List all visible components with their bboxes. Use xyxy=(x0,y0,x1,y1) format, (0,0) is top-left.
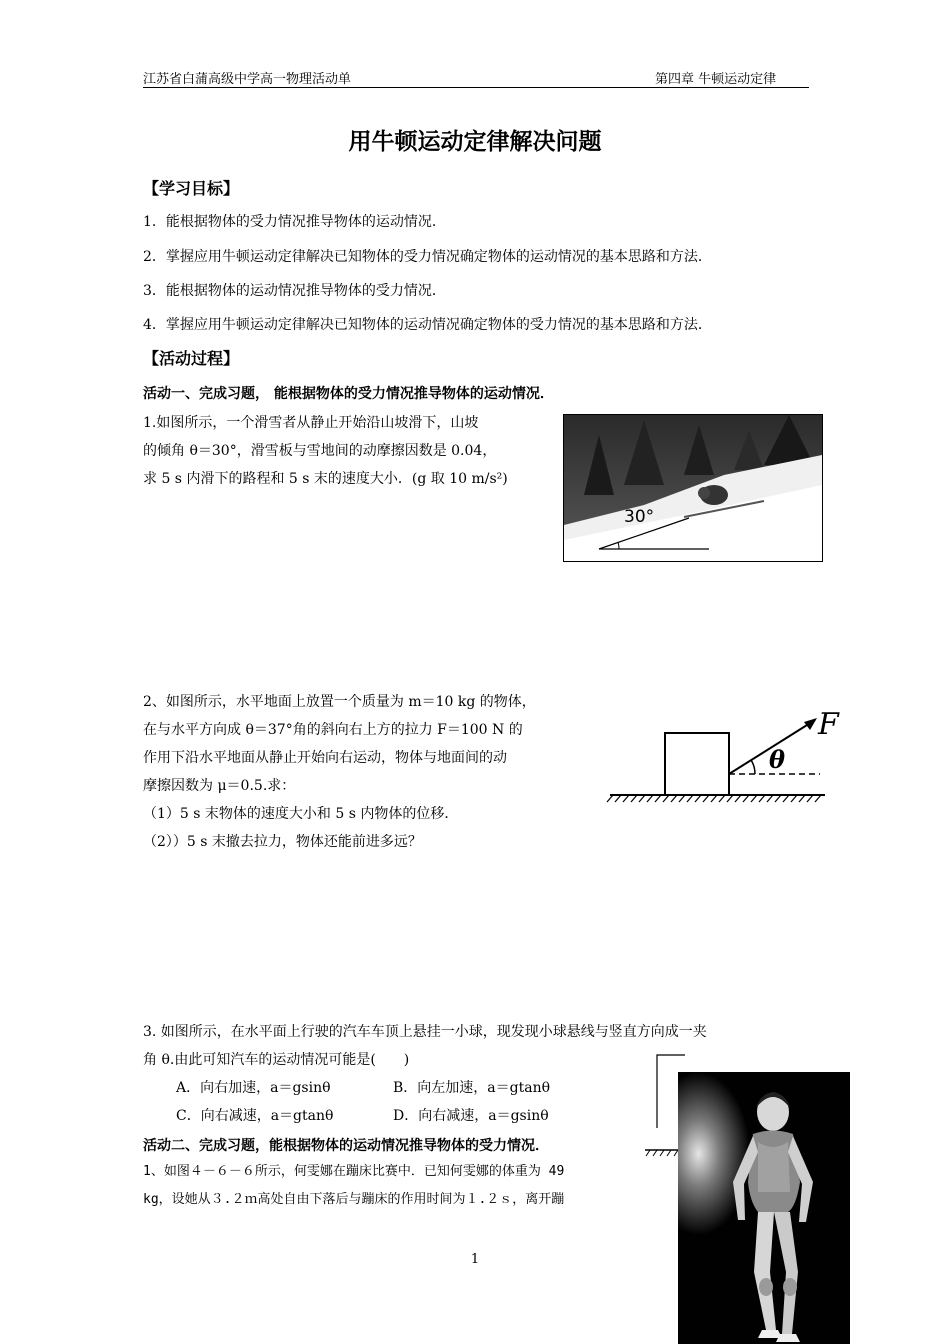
q3-line-2: 角 θ.由此可知汽车的运动情况可能是( ) xyxy=(143,1052,410,1068)
q1-line-2: 的倾角 θ＝30°，滑雪板与雪地间的动摩擦因数是 0.04， xyxy=(143,443,497,459)
skier-illustration xyxy=(564,415,822,561)
header-left: 江苏省白蒲高级中学高一物理活动单 xyxy=(143,72,352,87)
q1-text xyxy=(143,409,508,493)
q3-option-c: C．向右减速，a＝gtanθ xyxy=(176,1108,334,1124)
q3-option-d: D．向右减速，a＝gsinθ xyxy=(393,1108,549,1124)
q2-diagram xyxy=(605,705,839,805)
q3-option-b: B．向左加速，a＝gtanθ xyxy=(393,1080,551,1096)
q4-line-2: kg，设她从３.２ｍ高处自由下落后与蹦床的作用时间为１.２ｓ，离开蹦 xyxy=(143,1192,565,1207)
process-heading: 【活动过程】 xyxy=(143,349,240,368)
q3-line-1: 3. 如图所示，在水平面上行驶的汽车车顶上悬挂一小球，现发现小球悬线与竖直方向成一夹 xyxy=(143,1024,707,1040)
q4-text xyxy=(143,1158,564,1214)
q2-line-3: 作用下沿水平地面从静止开始向右运动，物体与地面间的动 xyxy=(143,750,507,766)
objective-3: 3．能根据物体的运动情况推导物体的受力情况． xyxy=(143,283,446,299)
q2-line-1: 2、如图所示，水平地面上放置一个质量为 m＝10 kg 的物体， xyxy=(143,694,536,710)
page-number: 1 xyxy=(470,1252,480,1267)
objective-4: 4．掌握应用牛顿运动定律解决已知物体的运动情况确定物体的受力情况的基本思路和方法． xyxy=(143,317,712,333)
q2-line-4: 摩擦因数为 μ＝0.5.求： xyxy=(143,778,296,794)
q2-sub-1: （1）5 s 末物体的速度大小和 5 s 内物体的位移． xyxy=(143,806,459,822)
q3-option-a: A．向右加速，a＝gsinθ xyxy=(176,1080,331,1096)
q2-text xyxy=(143,688,536,856)
page-title: 用牛顿运动定律解决问题 xyxy=(348,129,602,155)
gymnast-photo xyxy=(678,1072,850,1344)
header-rule xyxy=(143,87,809,88)
q2-line-2: 在与水平方向成 θ＝37°角的斜向右上方的拉力 F＝100 N 的 xyxy=(143,722,523,738)
objective-2: 2．掌握应用牛顿运动定律解决已知物体的受力情况确定物体的运动情况的基本思路和方法． xyxy=(143,249,712,265)
objective-1: 1．能根据物体的受力情况推导物体的运动情况． xyxy=(143,214,446,230)
q4-line-1: 1、如图４－６－６所示，何雯娜在蹦床比赛中．已知何雯娜的体重为 49 xyxy=(143,1164,565,1179)
q1-line-3: 求 5 s 内滑下的路程和 5 s 末的速度大小．(g 取 10 m/s²) xyxy=(143,471,508,487)
activity-2-heading: 活动二、完成习题，能根据物体的运动情况推导物体的受力情况． xyxy=(143,1138,549,1154)
q1-line-1: 1.如图所示，一个滑雪者从静止开始沿山坡滑下，山坡 xyxy=(143,415,479,431)
q2-sub-2: （2））5 s 末撤去拉力，物体还能前进多远？ xyxy=(143,834,422,850)
header-right: 第四章 牛顿运动定律 xyxy=(655,72,777,87)
gymnast-illustration xyxy=(678,1072,850,1344)
q3-text xyxy=(143,1018,707,1074)
objectives-heading: 【学习目标】 xyxy=(143,179,240,198)
block-force-diagram xyxy=(605,705,830,805)
force-label: F xyxy=(818,707,839,742)
angle-theta-label: θ xyxy=(769,745,786,774)
q1-angle-label: 30° xyxy=(624,507,655,527)
activity-1-heading: 活动一、完成习题， 能根据物体的受力情况推导物体的运动情况． xyxy=(143,386,554,402)
skier-photo xyxy=(563,414,823,562)
